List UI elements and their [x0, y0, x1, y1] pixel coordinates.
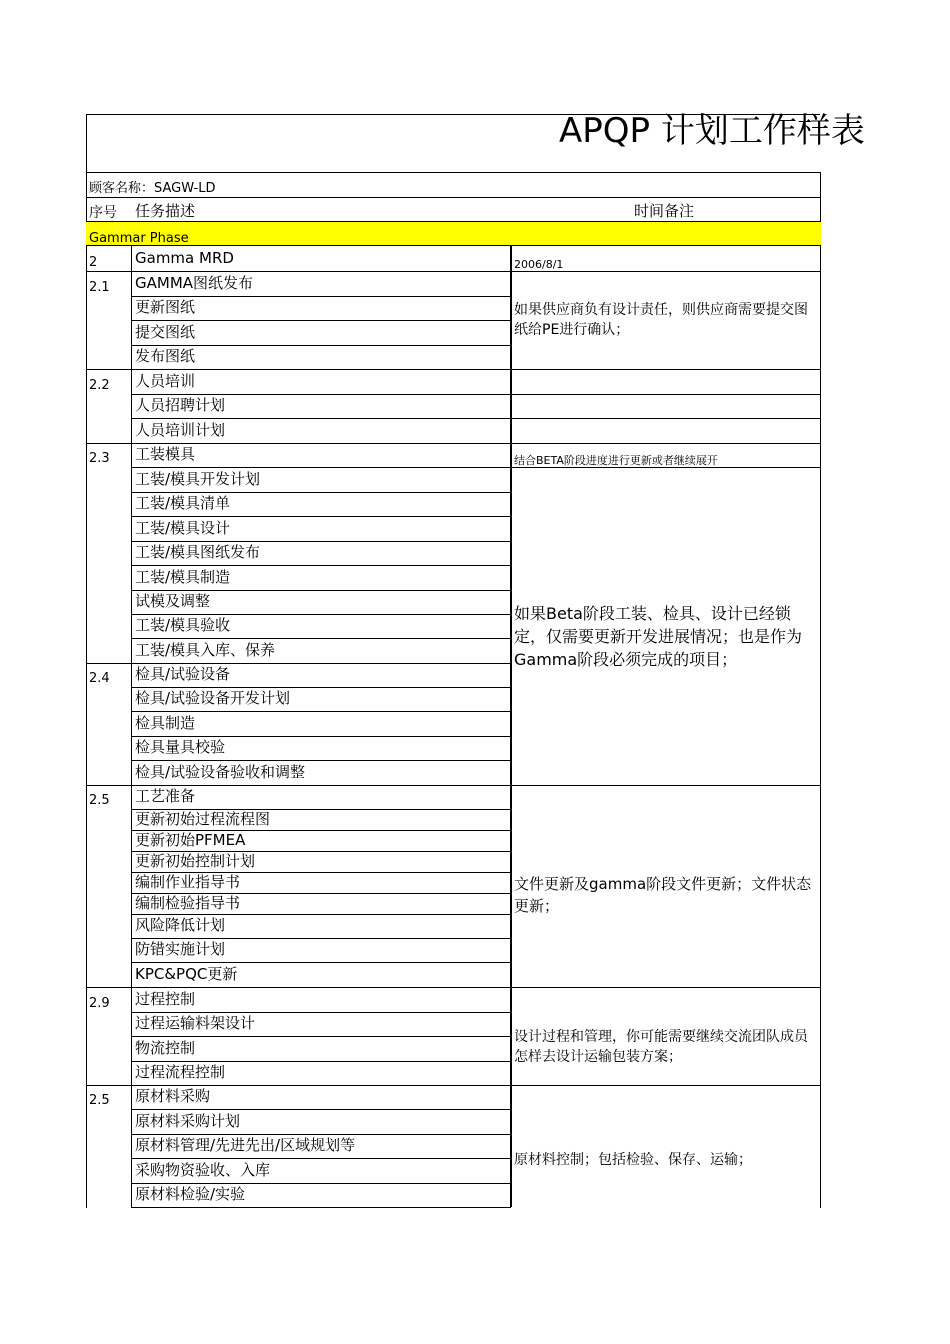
task-description: 提交图纸: [135, 322, 196, 341]
task-description: 工装/模具设计: [135, 518, 231, 537]
remark-divider: [511, 1085, 821, 1086]
row-number: 2.9: [89, 996, 110, 1011]
row-number: 2.5: [89, 793, 110, 808]
row-divider: [131, 687, 511, 688]
customer-name: 顾客名称：SAGW-LD: [89, 181, 216, 196]
task-description: Gamma MRD: [135, 248, 234, 267]
task-description: 原材料采购: [135, 1087, 211, 1105]
row-divider: [131, 1183, 511, 1184]
row-divider: [131, 565, 511, 566]
remark-raw-material: 原材料控制；包括检验、保存、运输；: [514, 1152, 752, 1168]
task-description: 工装模具: [135, 445, 196, 463]
row-divider: [131, 345, 511, 346]
row-divider: [86, 369, 511, 370]
row-divider: [131, 938, 511, 939]
column-divider: [510, 246, 512, 1207]
row-divider: [131, 418, 511, 419]
remark-date: 2006/8/1: [514, 258, 564, 271]
task-description: 风险降低计划: [135, 916, 226, 934]
header-no: 序号: [89, 205, 117, 221]
row-divider: [131, 914, 511, 915]
row-divider: [86, 987, 511, 988]
row-divider: [131, 736, 511, 737]
task-description: 物流控制: [135, 1038, 196, 1057]
page-title: APQP 计划工作样表: [559, 111, 865, 151]
task-description: 编制作业指导书: [135, 872, 241, 891]
task-description: 工装/模具清单: [135, 494, 231, 512]
row-number: 2.3: [89, 451, 110, 466]
remark-divider: [511, 467, 821, 468]
row-divider: [86, 1085, 511, 1086]
row-divider: [131, 467, 511, 468]
task-description: KPC&PQC更新: [135, 964, 238, 983]
remark-divider: [511, 369, 821, 370]
row-divider: [131, 296, 511, 297]
header-remark: 时间备注: [634, 202, 695, 220]
remark-divider: [511, 418, 821, 419]
row-divider: [86, 443, 511, 444]
task-description: 原材料检验/实验: [135, 1185, 246, 1203]
remark-divider: [511, 785, 821, 786]
row-number: 2.4: [89, 671, 110, 686]
row-number: 2.5: [89, 1093, 110, 1108]
row-divider: [86, 663, 511, 664]
row-divider: [131, 320, 511, 321]
header-task: 任务描述: [135, 202, 196, 220]
task-description: 更新初始PFMEA: [135, 830, 246, 849]
task-description: GAMMA图纸发布: [135, 273, 254, 292]
task-description: 检具/试验设备开发计划: [135, 689, 291, 707]
task-description: 工装/模具制造: [135, 567, 231, 586]
row-divider: [131, 1061, 511, 1062]
task-description: 更新图纸: [135, 298, 196, 316]
task-description: 检具/试验设备: [135, 665, 231, 683]
remark-process-control: 设计过程和管理，你可能需要继续交流团队成员怎样去设计运输包装方案；: [514, 1029, 808, 1066]
row-divider: [86, 271, 511, 272]
remark-tooling: 如果Beta阶段工装、检具、设计已经锁定，仅需要更新开发进展情况；也是作为Gamma阶段必须完成的项目；: [514, 604, 803, 670]
task-description: 原材料采购计划: [135, 1111, 241, 1130]
row-divider: [131, 760, 511, 761]
remark-divider: [511, 987, 821, 988]
row-divider: [131, 1109, 511, 1110]
task-description: 工装/模具入库、保养: [135, 640, 276, 659]
column-divider: [131, 246, 132, 1207]
task-description: 编制检验指导书: [135, 893, 241, 912]
row-divider: [131, 1134, 511, 1135]
task-description: 人员招聘计划: [135, 396, 226, 414]
row-divider: [131, 614, 511, 615]
row-divider: [86, 785, 511, 786]
task-description: 工装/模具图纸发布: [135, 543, 261, 561]
task-description: 过程运输料架设计: [135, 1014, 256, 1032]
remark-beta-progress: 结合BETA阶段进度进行更新或者继续展开: [514, 454, 718, 467]
task-description: 工艺准备: [135, 787, 196, 805]
row-divider: [131, 962, 511, 963]
task-description: 人员培训: [135, 371, 196, 390]
row-divider: [131, 1012, 511, 1013]
task-description: 原材料管理/先进先出/区域规划等: [135, 1136, 356, 1154]
task-description: 更新初始控制计划: [135, 851, 256, 870]
row-number: 2.2: [89, 378, 110, 393]
task-description: 过程控制: [135, 989, 196, 1008]
row-divider: [131, 590, 511, 591]
task-description: 人员培训计划: [135, 420, 226, 439]
task-description: 发布图纸: [135, 347, 196, 365]
row-number: 2: [89, 255, 98, 270]
phase-label: Gammar Phase: [89, 231, 189, 246]
task-description: 防错实施计划: [135, 940, 226, 958]
remark-drawings: 如果供应商负有设计责任，则供应商需要提交图纸给PE进行确认；: [514, 302, 808, 339]
task-description: 采购物资验收、入库: [135, 1160, 271, 1179]
row-divider: [131, 638, 511, 639]
task-description: 试模及调整: [135, 592, 211, 610]
task-description: 工装/模具开发计划: [135, 469, 261, 488]
remark-divider: [511, 271, 821, 272]
row-divider: [131, 1158, 511, 1159]
remark-divider: [511, 394, 821, 395]
row-divider: [131, 1036, 511, 1037]
row-divider: [131, 394, 511, 395]
remark-divider: [511, 443, 821, 444]
task-description: 检具/试验设备验收和调整: [135, 762, 306, 781]
row-divider: [131, 492, 511, 493]
row-divider: [131, 1207, 511, 1208]
row-divider: [131, 711, 511, 712]
row-divider: [131, 541, 511, 542]
task-description: 检具制造: [135, 713, 196, 732]
task-description: 检具量具校验: [135, 738, 226, 756]
task-description: 过程流程控制: [135, 1063, 226, 1081]
row-number: 2.1: [89, 280, 110, 295]
task-description: 更新初始过程流程图: [135, 809, 271, 828]
remark-documents: 文件更新及gamma阶段文件更新；文件状态更新；: [514, 875, 812, 915]
row-divider: [131, 516, 511, 517]
task-description: 工装/模具验收: [135, 616, 231, 634]
